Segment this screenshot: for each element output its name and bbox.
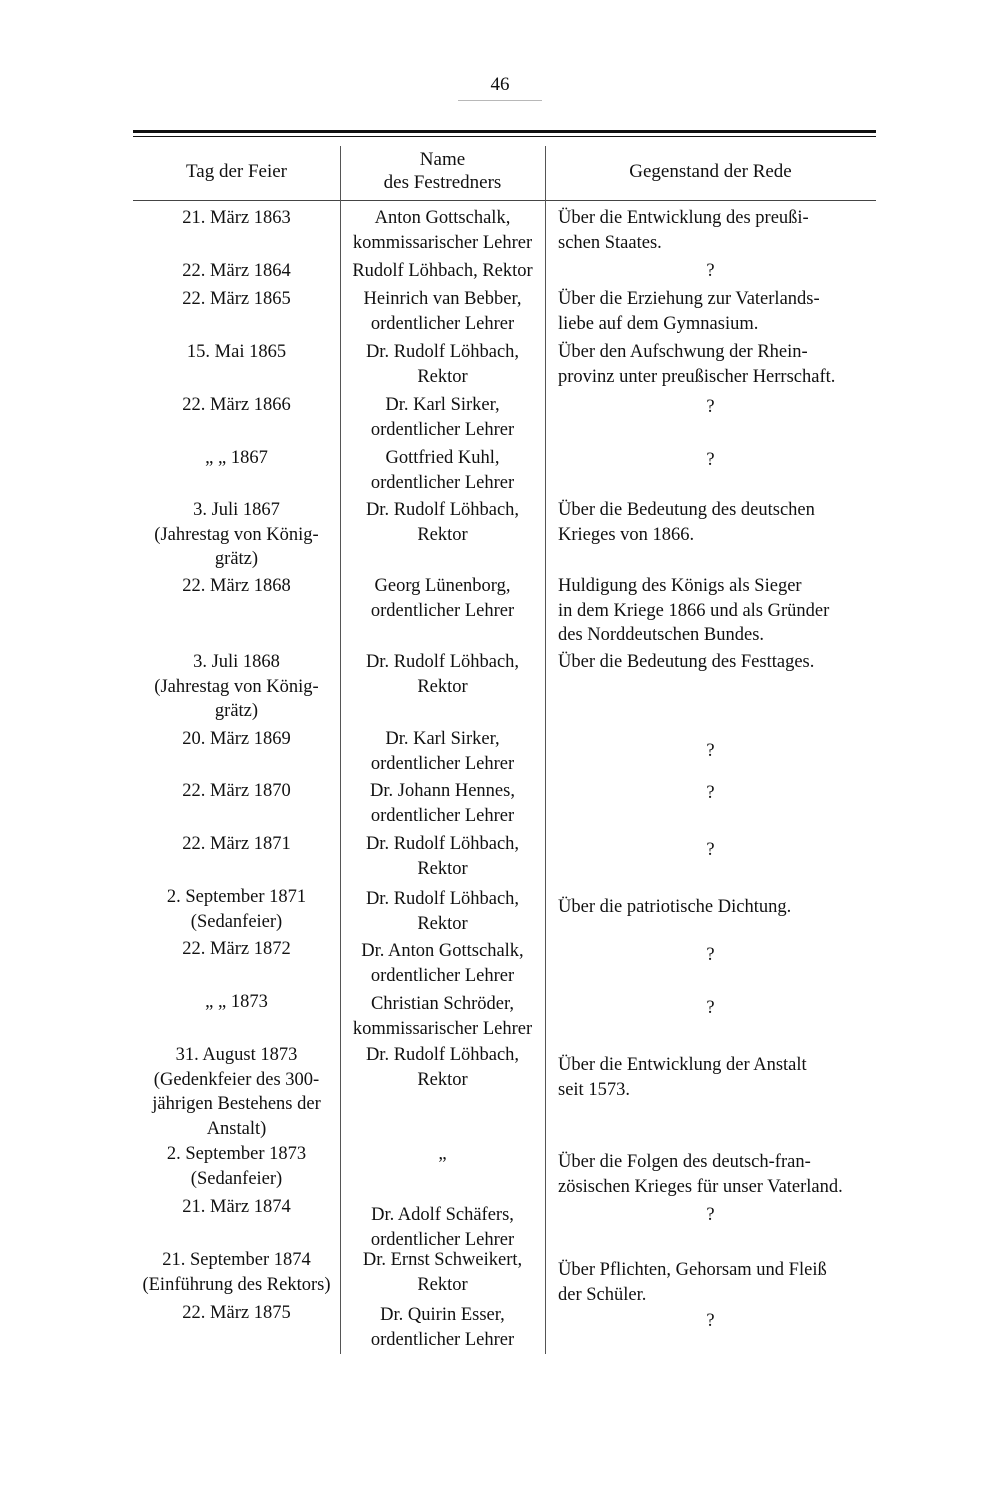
topic-cell-line: Über die Entwicklung der Anstalt	[558, 1055, 807, 1075]
topic-cell-line: seit 1573.	[558, 1079, 630, 1100]
date-cell-line: jährigen Bestehens der	[152, 1094, 321, 1114]
topic-cell	[558, 1258, 874, 1307]
topic-cell-line: Über die patriotische Dichtung.	[558, 897, 792, 917]
date-cell	[133, 1301, 340, 1326]
speaker-cell-line: Dr. Rudolf Löhbach,	[365, 1045, 520, 1065]
speaker-cell	[340, 1303, 545, 1352]
speaker-cell-line: Dr. Anton Gottschalk,	[361, 941, 524, 961]
speaker-cell	[340, 259, 545, 284]
date-cell-line: 15. Mai 1865	[186, 342, 287, 362]
date-cell	[133, 446, 340, 471]
speaker-cell	[340, 650, 545, 699]
speaker-cell-line: kommissarischer Lehrer	[352, 232, 533, 253]
speaker-cell-line: ordentlicher Lehrer	[370, 805, 515, 826]
speaker-cell-line: Rektor	[417, 1069, 468, 1090]
speaker-cell	[340, 1142, 545, 1167]
header-tag-der-feier: Tag der Feier	[185, 160, 287, 182]
speaker-cell	[340, 832, 545, 881]
date-cell-line: grätz)	[214, 701, 259, 721]
topic-cell	[545, 1203, 876, 1228]
topic-cell-line: liebe auf dem Gymnasium.	[558, 313, 759, 334]
speaker-cell-line: Heinrich van Bebber,	[363, 289, 522, 309]
header-rule	[133, 200, 876, 201]
topic-cell	[545, 1309, 876, 1334]
date-cell	[133, 498, 340, 572]
date-cell	[133, 1142, 340, 1191]
topic-cell-line: Über die Erziehung zur Vaterlands-	[558, 289, 820, 309]
date-cell-line: 22. März 1872	[182, 939, 291, 959]
date-cell-line: 22. März 1870	[182, 781, 291, 801]
date-cell-line: (Sedanfeier)	[190, 1168, 283, 1189]
topic-cell-line: Über die Bedeutung des deutschen	[558, 500, 815, 520]
topic-cell	[558, 498, 874, 547]
speaker-cell	[340, 992, 545, 1041]
speaker-cell	[340, 1203, 545, 1252]
topic-cell-line: ?	[706, 1311, 715, 1331]
speaker-cell-line: Rektor	[417, 1274, 468, 1295]
speaker-cell-line: Rektor	[417, 858, 468, 879]
date-cell-line: 2. September 1873	[166, 1144, 307, 1164]
speaker-cell	[340, 779, 545, 828]
speaker-cell-line: Dr. Rudolf Löhbach,	[365, 834, 520, 854]
speaker-cell	[340, 727, 545, 776]
speaker-cell-line: Rektor	[417, 366, 468, 387]
speaker-cell	[340, 446, 545, 495]
speaker-cell	[340, 887, 545, 936]
speaker-cell-line: ordentlicher Lehrer	[370, 753, 515, 774]
topic-cell-line: ?	[706, 840, 715, 860]
speaker-cell-line: ordentlicher Lehrer	[370, 1229, 515, 1250]
date-cell-line: 3. Juli 1867	[193, 500, 280, 520]
topic-cell	[558, 340, 874, 389]
topic-cell	[558, 206, 874, 255]
speaker-cell-line: ordentlicher Lehrer	[370, 600, 515, 621]
speaker-cell-line: Anton Gottschalk,	[374, 208, 511, 228]
header-name-line-1: Name	[419, 149, 466, 170]
topic-cell-line: Über die Bedeutung des Festtages.	[558, 652, 815, 672]
speaker-cell-line: ordentlicher Lehrer	[370, 419, 515, 440]
topic-cell-line: Krieges von 1866.	[558, 524, 695, 545]
date-cell-line: (Jahrestag von König-	[154, 676, 319, 697]
speaker-cell-line: Rudolf Löhbach, Rektor	[352, 261, 533, 281]
date-cell-line: (Gedenkfeier des 300-	[153, 1069, 320, 1090]
date-cell-line: 21. März 1863	[182, 208, 291, 228]
topic-cell	[545, 996, 876, 1021]
date-cell	[133, 650, 340, 724]
header-name-des-festredners	[340, 146, 545, 196]
topic-cell-line: ?	[706, 945, 715, 965]
topic-cell	[545, 943, 876, 968]
topic-cell	[545, 448, 876, 473]
speaker-cell	[340, 1248, 545, 1297]
date-cell-line: 31. August 1873	[175, 1045, 298, 1065]
topic-cell-line: ?	[706, 1205, 715, 1225]
topic-cell-line: ?	[706, 450, 715, 470]
speaker-cell	[340, 939, 545, 988]
date-cell	[133, 779, 340, 804]
speaker-cell-line: Georg Lünenborg,	[374, 576, 511, 596]
date-cell	[133, 393, 340, 418]
speaker-cell-line: Dr. Karl Sirker,	[385, 395, 500, 415]
page-number-rule	[458, 100, 542, 101]
date-cell-line: 22. März 1871	[182, 834, 291, 854]
speaker-cell-line: ordentlicher Lehrer	[370, 313, 515, 334]
date-cell-line: 2. September 1871	[166, 887, 307, 907]
topic-cell-line: schen Staates.	[558, 232, 662, 253]
date-cell-line: (Jahrestag von König-	[154, 524, 319, 545]
speaker-cell-line: Gottfried Kuhl,	[385, 448, 500, 468]
topic-cell	[558, 650, 874, 675]
date-cell-line: 20. März 1869	[182, 729, 291, 749]
date-cell	[133, 206, 340, 231]
speaker-cell-line: Dr. Quirin Esser,	[380, 1305, 505, 1325]
speaker-cell-line: Dr. Rudolf Löhbach,	[365, 342, 520, 362]
topic-cell	[545, 739, 876, 764]
speaker-cell-line: ordentlicher Lehrer	[370, 1329, 515, 1350]
topic-cell-line: Über Pflichten, Gehorsam und Fleiß	[558, 1260, 827, 1280]
topic-cell-line: des Norddeutschen Bundes.	[558, 625, 765, 645]
speaker-cell	[340, 393, 545, 442]
speaker-cell	[340, 1043, 545, 1092]
date-cell	[133, 1248, 340, 1297]
date-cell-line: Anstalt)	[206, 1118, 267, 1139]
topic-cell-line: ?	[706, 741, 715, 761]
date-cell-line: „ „ 1867	[205, 448, 268, 468]
date-cell-line: 22. März 1865	[182, 289, 291, 309]
topic-cell-line: ?	[706, 998, 715, 1018]
speaker-cell	[340, 206, 545, 255]
topic-cell	[545, 259, 876, 284]
date-cell	[133, 287, 340, 312]
speaker-cell-line: Dr. Karl Sirker,	[385, 729, 500, 749]
topic-cell-line: zösischen Krieges für unser Vaterland.	[558, 1176, 843, 1197]
date-cell	[133, 885, 340, 934]
header-gegenstand-der-rede: Gegenstand der Rede	[629, 160, 792, 182]
topic-cell	[558, 895, 874, 920]
speaker-cell	[340, 340, 545, 389]
topic-cell-line: Über den Aufschwung der Rhein-	[558, 342, 808, 362]
table-top-rule-thin	[133, 136, 876, 137]
date-cell-line: 22. März 1864	[182, 261, 291, 281]
speaker-cell-line: „	[438, 1144, 447, 1164]
date-cell	[133, 340, 340, 365]
speaker-cell-line: Rektor	[417, 913, 468, 934]
speaker-cell	[340, 574, 545, 623]
date-cell-line: 22. März 1866	[182, 395, 291, 415]
speaker-cell-line: Dr. Rudolf Löhbach,	[365, 500, 520, 520]
topic-cell-line: Über die Folgen des deutsch-fran-	[558, 1152, 811, 1172]
date-cell	[133, 259, 340, 284]
date-cell-line: „ „ 1873	[205, 992, 268, 1012]
topic-cell-line: der Schüler.	[558, 1284, 647, 1305]
topic-cell	[558, 1053, 874, 1102]
date-cell-line: (Sedanfeier)	[190, 911, 283, 932]
speaker-cell-line: Dr. Johann Hennes,	[370, 781, 515, 801]
header-name-line-2: des Festredners	[383, 172, 502, 193]
date-cell	[133, 1043, 340, 1141]
speaker-cell-line: ordentlicher Lehrer	[370, 965, 515, 986]
table-top-rule	[133, 130, 876, 133]
speaker-cell-line: Rektor	[417, 676, 468, 697]
topic-cell	[545, 395, 876, 420]
topic-cell	[558, 574, 874, 648]
speaker-cell-line: Dr. Adolf Schäfers,	[371, 1205, 514, 1225]
speaker-cell-line: Rektor	[417, 524, 468, 545]
date-cell	[133, 574, 340, 599]
topic-cell-line: ?	[706, 397, 715, 417]
speaker-cell	[340, 287, 545, 336]
speaker-cell-line: Christian Schröder,	[370, 994, 515, 1014]
date-cell	[133, 727, 340, 752]
date-cell-line: (Einführung des Rektors)	[142, 1274, 331, 1295]
topic-cell-line: Über die Entwicklung des preußi-	[558, 208, 809, 228]
speaker-cell	[340, 498, 545, 547]
topic-cell	[558, 287, 874, 336]
topic-cell	[558, 1150, 874, 1199]
date-cell-line: 21. März 1874	[182, 1197, 291, 1217]
date-cell-line: 3. Juli 1868	[193, 652, 280, 672]
date-cell-line: 22. März 1868	[182, 576, 291, 596]
topic-cell-line: provinz unter preußischer Herrschaft.	[558, 366, 836, 387]
date-cell	[133, 832, 340, 857]
date-cell-line: grätz)	[214, 549, 259, 569]
topic-cell-line: in dem Kriege 1866 und als Gründer	[558, 600, 830, 621]
speaker-cell-line: Dr. Ernst Schweikert,	[362, 1250, 523, 1270]
topic-cell-line: Huldigung des Königs als Sieger	[558, 576, 802, 596]
date-cell-line: 22. März 1875	[182, 1303, 291, 1323]
topic-cell	[545, 781, 876, 806]
date-cell	[133, 937, 340, 962]
date-cell	[133, 1195, 340, 1220]
page-number: 46	[490, 74, 510, 95]
topic-cell	[545, 838, 876, 863]
date-cell-line: 21. September 1874	[162, 1250, 311, 1270]
speaker-cell-line: kommissarischer Lehrer	[352, 1018, 533, 1039]
date-cell	[133, 990, 340, 1015]
topic-cell-line: ?	[706, 261, 715, 281]
speaker-cell-line: Dr. Rudolf Löhbach,	[365, 652, 520, 672]
topic-cell-line: ?	[706, 783, 715, 803]
speaker-cell-line: ordentlicher Lehrer	[370, 472, 515, 493]
speaker-cell-line: Dr. Rudolf Löhbach,	[365, 889, 520, 909]
